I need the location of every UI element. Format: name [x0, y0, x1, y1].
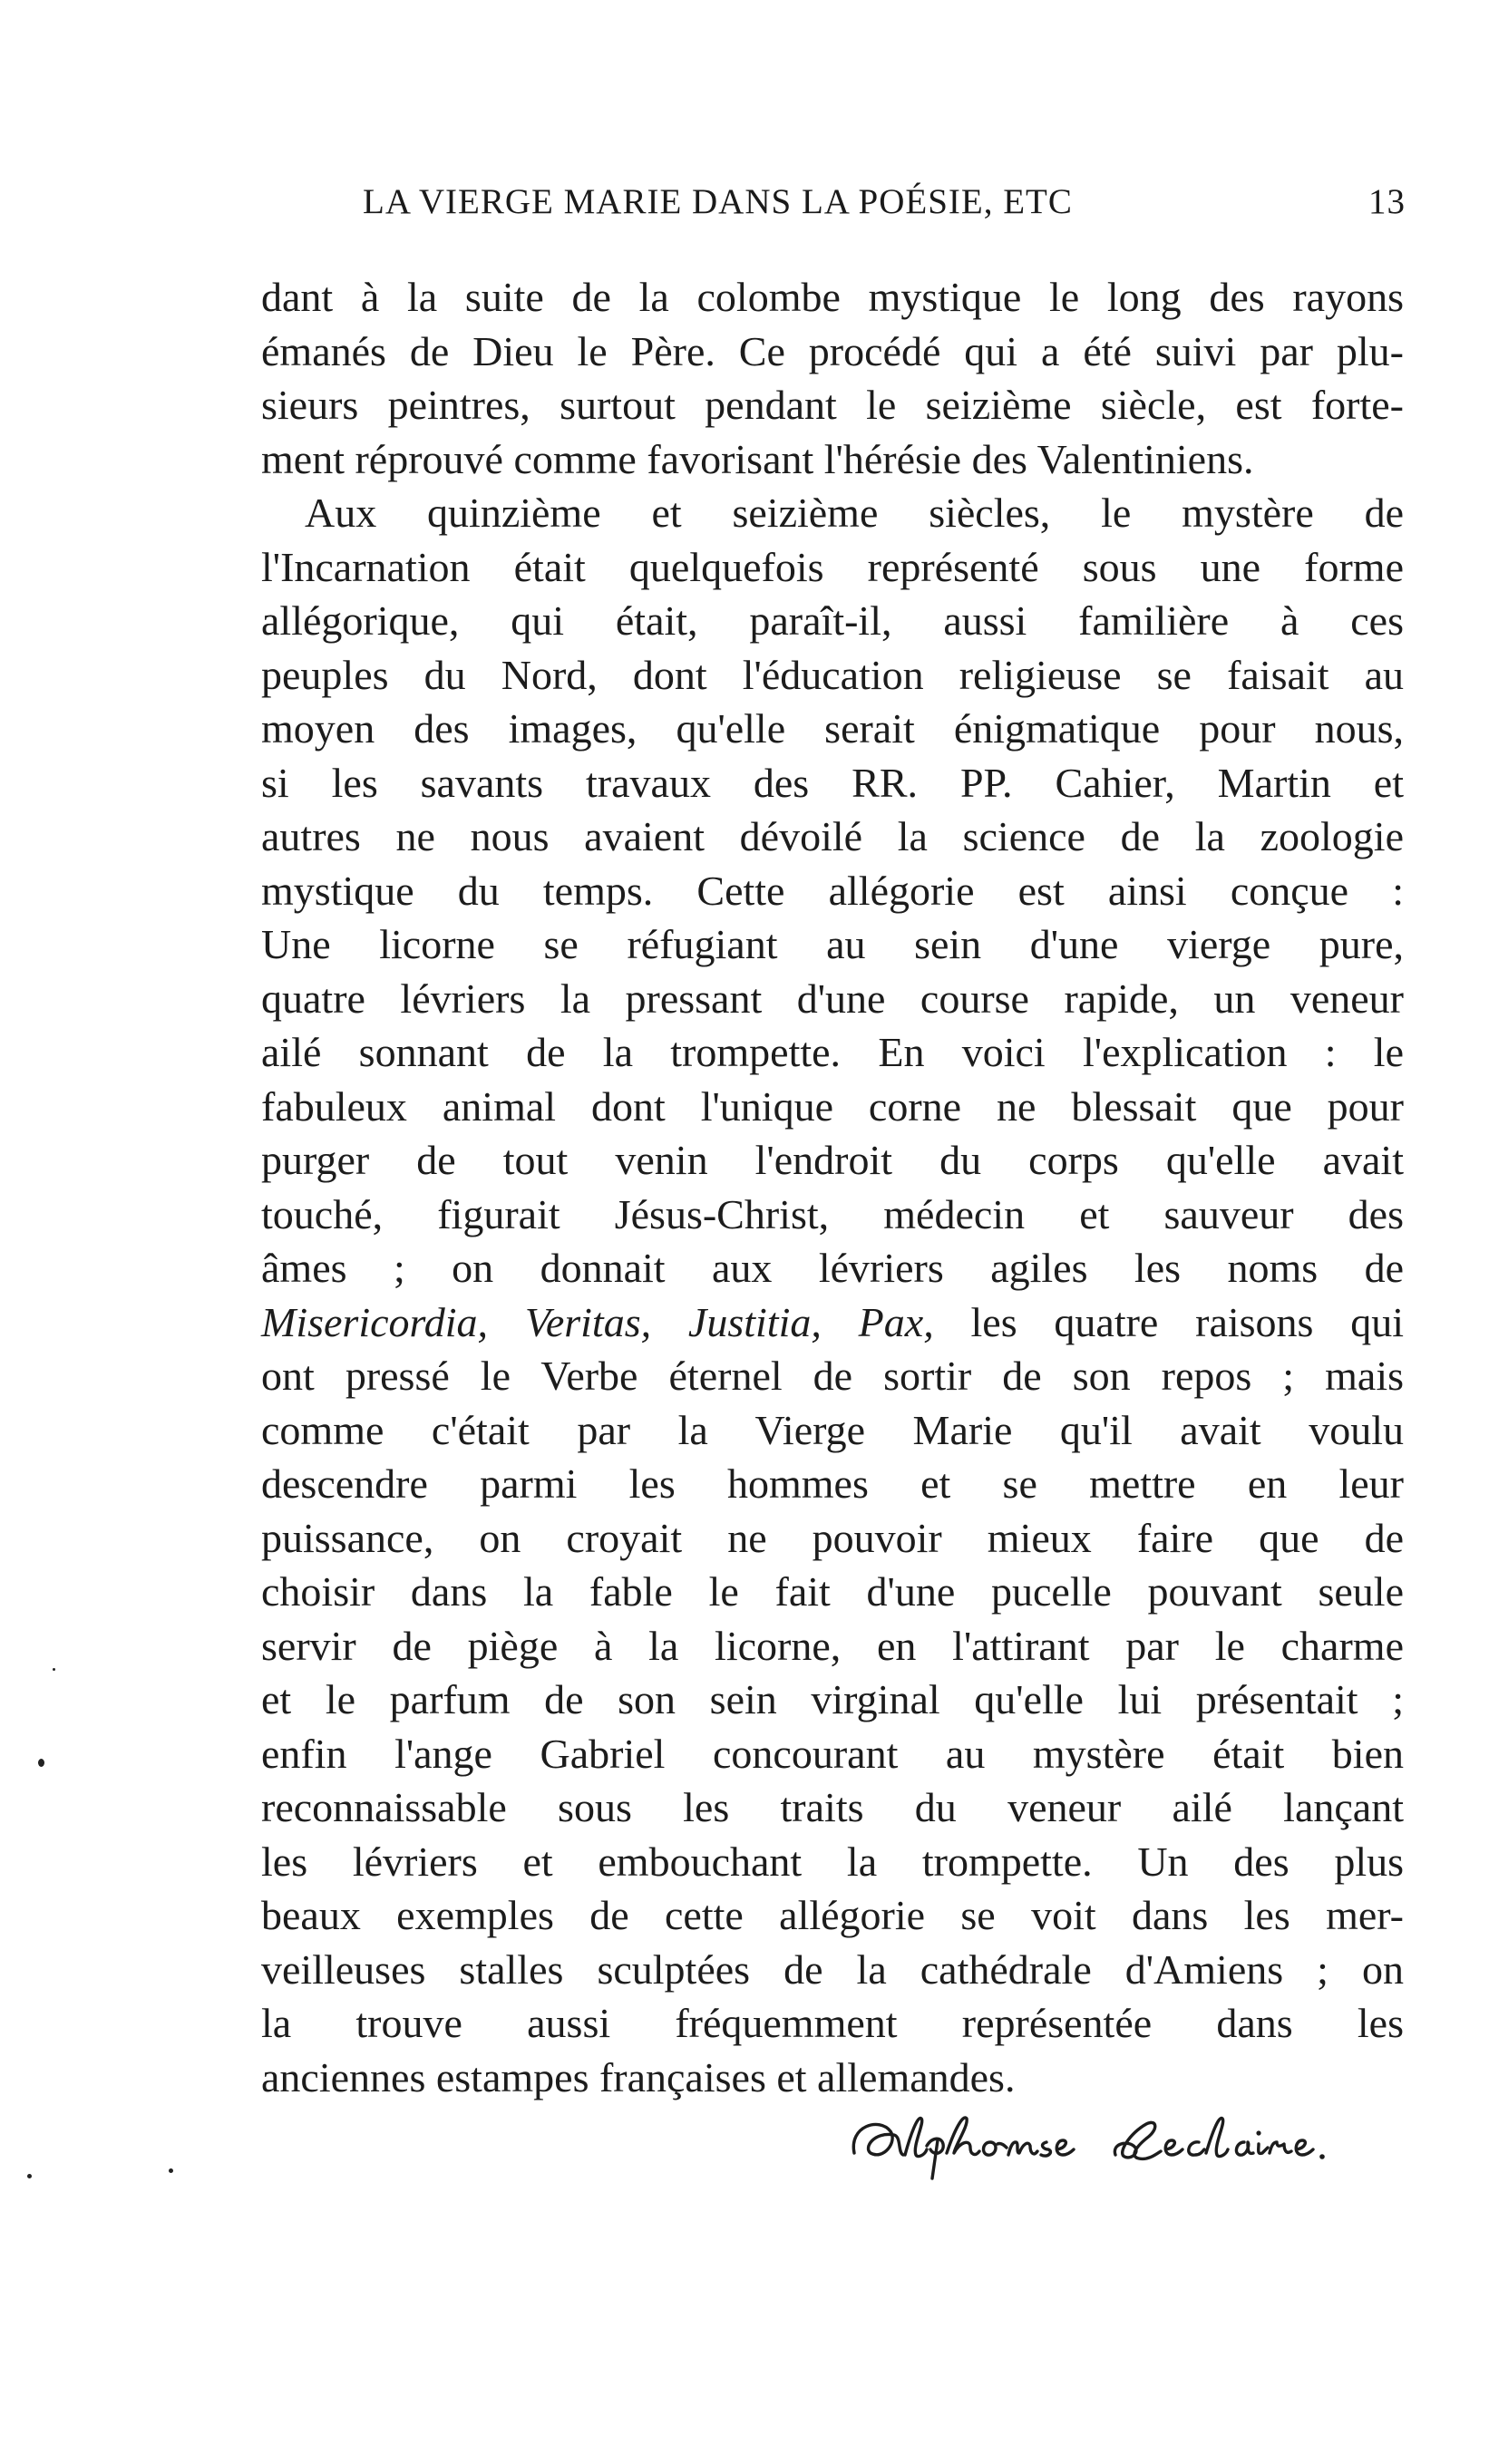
text-line: âmes ; on donnait aux lévriers agiles les noms de	[261, 1245, 1404, 1291]
italic-word: Justitia,	[687, 1298, 822, 1345]
text-line: servir de piège à la licorne, en l'attirant par le charme	[261, 1622, 1404, 1669]
text-line: enfin l'ange Gabriel concourant au mystère était bien	[261, 1730, 1404, 1777]
body-text	[261, 270, 1404, 2104]
text-line: anciennes estampes françaises et allemandes.	[261, 2053, 1016, 2100]
text-line: la trouve aussi fréquemment représentée dans les	[261, 2000, 1404, 2046]
italic-word: Pax,	[858, 1298, 934, 1345]
text-line: ailé sonnant de la trompette. En voici l'explication : le	[261, 1029, 1404, 1075]
signature	[843, 2090, 1351, 2189]
running-head	[254, 181, 1406, 236]
text-line: Une licorne se réfugiant au sein d'une vierge pure,	[261, 921, 1404, 967]
text-line: si les savants travaux des RR. PP. Cahier, Martin et	[261, 759, 1404, 806]
text-line: beaux exemples de cette allégorie se voit dans les mer-	[261, 1892, 1404, 1938]
line-continuation: les quatre raisons qui	[970, 1298, 1405, 1345]
text-line: autres ne nous avaient dévoilé la science de la zoologie	[261, 813, 1404, 859]
text-line: comme c'était par la Vierge Marie qu'il avait voulu	[261, 1406, 1404, 1453]
text-line: puissance, on croyait ne pouvoir mieux faire que de	[261, 1514, 1404, 1561]
text-line: et le parfum de son sein virginal qu'elle lui présentait ;	[261, 1676, 1404, 1722]
text-line: fabuleux animal dont l'unique corne ne blessait que pour	[261, 1082, 1404, 1130]
text-line: ment réprouvé comme favorisant l'hérésie des Valentiniens.	[261, 435, 1254, 482]
text-line: l'Incarnation était quelquefois représenté sous une forme	[261, 543, 1404, 590]
running-title: LA VIERGE MARIE DANS LA POÉSIE, ETC	[363, 182, 1073, 221]
text-line: dant à la suite de la colombe mystique le long des rayons	[261, 274, 1404, 320]
text-line: les lévriers et embouchant la trompette. Un des plus	[261, 1838, 1404, 1885]
italic-word: Misericordia,	[261, 1298, 488, 1345]
ink-speck	[169, 2168, 173, 2173]
text-line: mystique du temps. Cette allégorie est ainsi conçue :	[261, 867, 1404, 914]
text-line: reconnaissable sous les traits du veneur ailé lançant	[261, 1784, 1404, 1830]
text-line: touché, figurait Jésus-Christ, médecin et sauveur des	[261, 1190, 1404, 1237]
text-line: allégorique, qui était, paraît-il, aussi familière à ces	[261, 597, 1404, 644]
italic-names-line	[261, 1295, 1404, 1350]
text-line: veilleuses stalles sculptées de la cathédrale d'Amiens ; on	[261, 1945, 1404, 1993]
italic-word: Veritas,	[524, 1298, 652, 1345]
ink-speck	[38, 1759, 44, 1767]
text-line: moyen des images, qu'elle serait énigmatique pour nous,	[261, 705, 1404, 752]
text-line: peuples du Nord, dont l'éducation religieuse se faisait au	[261, 651, 1404, 698]
text-line: sieurs peintres, surtout pendant le seizième siècle, est forte-	[261, 382, 1404, 428]
page-number: 13	[1368, 182, 1406, 221]
ink-speck	[53, 1668, 55, 1671]
text-line: choisir dans la fable le fait d'une pucelle pouvant seule	[261, 1568, 1404, 1615]
paragraph-first-line: Aux quinzième et seizième siècles, le mystère de	[305, 490, 1404, 536]
text-line: descendre parmi les hommes et se mettre en leur	[261, 1460, 1404, 1507]
text-line: émanés de Dieu le Père. Ce procédé qui a été suivi par plu-	[261, 327, 1404, 374]
text-line: ont pressé le Verbe éternel de sortir de son repos ; mais	[261, 1353, 1404, 1399]
ink-speck	[27, 2174, 32, 2178]
text-line: purger de tout venin l'endroit du corps qu'elle avait	[261, 1137, 1404, 1183]
text-line: quatre lévriers la pressant d'une course rapide, un veneur	[261, 975, 1404, 1022]
